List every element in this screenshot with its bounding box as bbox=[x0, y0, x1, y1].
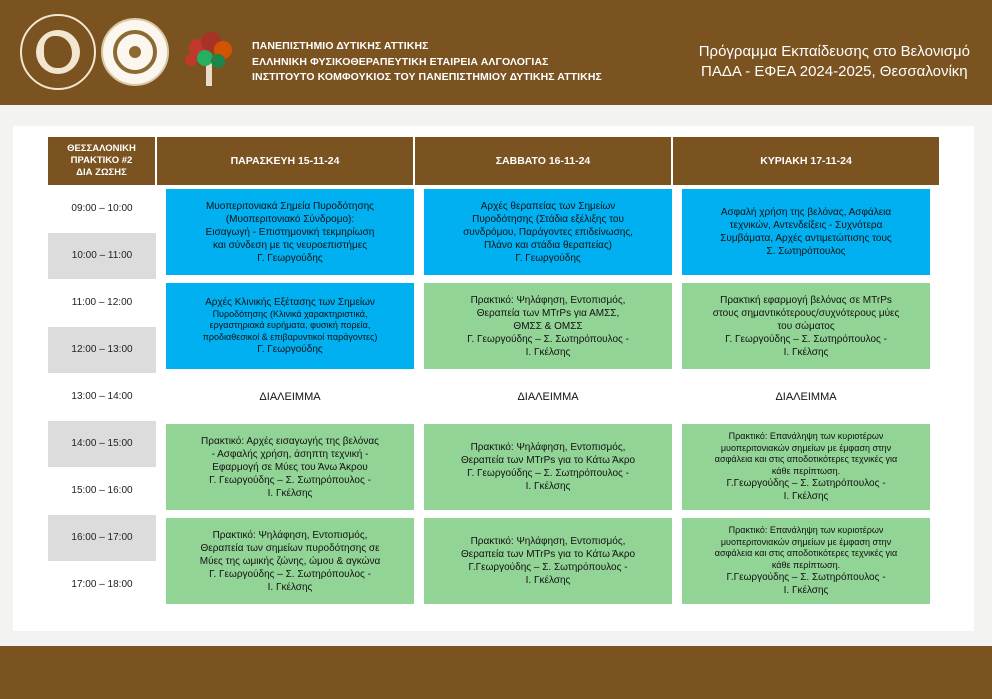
time-slot: 13:00 – 14:00 bbox=[48, 373, 156, 420]
session-line: Μυοπεριτονιακά Σημεία Πυροδότησης bbox=[205, 200, 375, 212]
session-fri-1 bbox=[166, 189, 414, 275]
session-sun-1 bbox=[682, 189, 930, 275]
program-title-line-2: ΠΑΔΑ - ΕΦΕΑ 2024-2025, Θεσσαλονίκη bbox=[701, 63, 968, 80]
session-instructor: Γ. Γεωργούδης – Σ. Σωτηρόπουλος - bbox=[467, 333, 629, 345]
session-line: Αρχές θεραπείας των Σημείων bbox=[480, 200, 616, 212]
time-slot: 11:00 – 12:00 bbox=[48, 279, 156, 326]
confucius-institute-logo bbox=[101, 18, 169, 86]
organization-names bbox=[252, 39, 602, 86]
session-instructor: Γ. Γεωργούδης bbox=[257, 344, 323, 356]
session-line: Πρακτικό: Ψηλάφηση, Εντοπισμός, bbox=[470, 294, 626, 306]
session-instructor: Ι. Γκέλσης bbox=[783, 346, 829, 358]
session-line: προδιαθεσικοί & επιβαρυντικοί παράγοντες) bbox=[202, 331, 378, 342]
session-instructor: Γ.Γεωργούδης – Σ. Σωτηρόπουλος - bbox=[468, 562, 628, 573]
session-instructor: Ι. Γκέλσης bbox=[267, 581, 313, 593]
session-instructor: Γ. Γεωργούδης – Σ. Σωτηρόπουλος - bbox=[467, 468, 629, 479]
time-slot: 17:00 – 18:00 bbox=[48, 561, 156, 608]
org-line-1: ΠΑΝΕΠΙΣΤΗΜΙΟ ΔΥΤΙΚΗΣ ΑΤΤΙΚΗΣ bbox=[252, 40, 429, 52]
university-seal-logo bbox=[20, 14, 96, 90]
session-line: κάθε περίπτωση. bbox=[771, 559, 841, 570]
session-fri-3 bbox=[166, 424, 414, 510]
corner-line-2: ΠΡΑΚΤΙΚΟ #2 bbox=[70, 155, 133, 166]
session-line: Θεραπεία των MTrPs για το Κάτω Άκρο bbox=[460, 455, 636, 466]
session-instructor: Γ. Γεωργούδης – Σ. Σωτηρόπουλος - bbox=[725, 333, 887, 345]
session-line: ασφάλεια και στις αποδοτικότερες τεχνικές για bbox=[714, 548, 898, 558]
session-fri-2 bbox=[166, 283, 414, 369]
break-friday: ΔΙΑΛΕΙΜΜΑ bbox=[259, 390, 321, 403]
session-line: Πλάνο και στάδια θεραπείας) bbox=[484, 239, 612, 251]
session-line: εργαστηριακά ευρήματα, φυσική πορεία, bbox=[209, 320, 371, 331]
session-line: Πρακτικό: Αρχές εισαγωγής της βελόνας bbox=[201, 435, 379, 447]
session-instructor: Ι. Γκέλσης bbox=[267, 487, 313, 499]
session-cell bbox=[682, 514, 930, 608]
session-line: Θεραπεία των MTrPs για το Κάτω Άκρο bbox=[460, 549, 636, 560]
session-cell bbox=[424, 279, 672, 373]
session-sun-4 bbox=[682, 518, 930, 604]
session-line: Πρακτικό: Ψηλάφηση, Εντοπισμός, bbox=[470, 442, 626, 453]
day-header-sunday: ΚΥΡΙΑΚΗ 17-11-24 bbox=[672, 137, 939, 185]
session-instructor: Γ.Γεωργούδης – Σ. Σωτηρόπουλος - bbox=[726, 572, 886, 583]
session-cell bbox=[424, 185, 672, 279]
session-instructor: Γ. Γεωργούδης – Σ. Σωτηρόπουλος - bbox=[209, 474, 371, 486]
session-line: Πυροδότησης (Στάδια εξέλιξης του bbox=[472, 213, 624, 225]
session-cell bbox=[424, 420, 672, 514]
session-cell bbox=[682, 185, 930, 279]
session-instructor: Γ. Γεωργούδης bbox=[257, 252, 323, 264]
session-line: Μύες της ωμικής ζώνης, ώμου & αγκώνα bbox=[199, 555, 381, 567]
session-line: στους σημαντικότερους/συχνότερους μύες bbox=[712, 307, 900, 319]
footer-bar bbox=[0, 646, 992, 699]
table-row bbox=[48, 279, 939, 326]
session-line: Συμβάματα, Αρχές αντιμετώπισης τους bbox=[720, 233, 892, 244]
time-slot: 10:00 – 11:00 bbox=[48, 232, 156, 279]
session-sun-3 bbox=[682, 424, 930, 510]
break-sunday: ΔΙΑΛΕΙΜΜΑ bbox=[775, 390, 837, 403]
session-line: Αρχές Κλινικής Εξέτασης των Σημείων bbox=[205, 296, 375, 308]
org-line-3: ΙΝΣΤΙΤΟΥΤΟ ΚΟΜΦΟΥΚΙΟΣ ΤΟΥ ΠΑΝΕΠΙΣΤΗΜΙΟΥ ΔΥΤΙΚΗΣ ΑΤΤΙΚΗΣ bbox=[252, 71, 602, 83]
time-slot: 09:00 – 10:00 bbox=[48, 185, 156, 232]
session-line: Πρακτικό: Ψηλάφηση, Εντοπισμός, bbox=[470, 536, 626, 547]
time-slot: 12:00 – 13:00 bbox=[48, 326, 156, 373]
session-sat-2 bbox=[424, 283, 672, 369]
session-sat-1 bbox=[424, 189, 672, 275]
org-line-2: ΕΛΛΗΝΙΚΗ ΦΥΣΙΚΟΘΕΡΑΠΕΥΤΙΚΗ ΕΤΑΙΡΕΙΑ ΑΛΓΟΛΟΓΙΑΣ bbox=[252, 55, 549, 68]
program-title bbox=[699, 42, 970, 82]
session-cell bbox=[166, 420, 414, 514]
time-slot: 15:00 – 16:00 bbox=[48, 467, 156, 514]
table-row bbox=[48, 514, 939, 561]
session-instructor: Γ.Γεωργούδης – Σ. Σωτηρόπουλος - bbox=[726, 478, 886, 489]
session-line: τεχνικών, Αντενδείξεις - Συχνότερα bbox=[729, 220, 883, 231]
break-saturday: ΔΙΑΛΕΙΜΜΑ bbox=[517, 390, 579, 403]
header-row bbox=[48, 137, 939, 185]
session-line: ΘΜΣΣ & ΟΜΣΣ bbox=[513, 320, 583, 332]
session-line: του σώματος bbox=[777, 320, 835, 332]
session-cell bbox=[682, 279, 930, 373]
table-row bbox=[48, 185, 939, 232]
session-instructor: Ι. Γκέλσης bbox=[783, 585, 829, 596]
session-line: Θεραπεία των σημείων πυροδότησης σε bbox=[200, 542, 380, 554]
session-line: μυοπεριτονιακών σημείων με έμφαση στην bbox=[720, 442, 892, 453]
session-line: κάθε περίπτωση. bbox=[771, 465, 841, 476]
session-instructor: Ι. Γκέλσης bbox=[525, 575, 571, 586]
session-cell bbox=[424, 514, 672, 608]
table-row bbox=[48, 420, 939, 467]
session-line: Εισαγωγή - Επιστημονική τεκμηρίωση bbox=[205, 226, 375, 238]
day-header-friday: ΠΑΡΑΣΚΕΥΗ 15-11-24 bbox=[156, 137, 414, 185]
session-sat-3 bbox=[424, 424, 672, 510]
session-line: Πρακτικό: Επανάληψη των κυριοτέρων bbox=[728, 431, 884, 441]
session-line: Ασφαλή χρήση της βελόνας, Ασφάλεια bbox=[720, 207, 892, 218]
schedule-table bbox=[48, 137, 939, 609]
session-fri-4 bbox=[166, 518, 414, 604]
session-line: Πρακτικό: Ψηλάφηση, Εντοπισμός, bbox=[212, 529, 368, 541]
header-banner bbox=[0, 0, 992, 105]
session-cell bbox=[166, 279, 414, 373]
session-line: ασφάλεια και στις αποδοτικότερες τεχνικές για bbox=[714, 454, 898, 464]
session-instructor: Ι. Γκέλσης bbox=[525, 481, 571, 492]
session-instructor: Σ. Σωτηρόπουλος bbox=[766, 246, 846, 257]
session-sat-4 bbox=[424, 518, 672, 604]
table-row-break bbox=[48, 373, 939, 420]
session-line: Εφαρμογή σε Μύες του Άνω Άκρου bbox=[212, 461, 368, 473]
session-instructor: Ι. Γκέλσης bbox=[783, 491, 829, 502]
session-cell bbox=[682, 420, 930, 514]
time-slot: 16:00 – 17:00 bbox=[48, 514, 156, 561]
session-line: Πρακτική εφαρμογή βελόνας σε MTrPs bbox=[720, 294, 892, 306]
session-instructor: Γ. Γεωργούδης bbox=[515, 252, 581, 264]
day-header-saturday: ΣΑΒΒΑΤΟ 16-11-24 bbox=[414, 137, 672, 185]
session-line: Πρακτικό: Επανάληψη των κυριοτέρων bbox=[728, 525, 884, 535]
corner-line-3: ΔΙΑ ΖΩΣΗΣ bbox=[76, 167, 127, 178]
session-instructor: Ι. Γκέλσης bbox=[525, 346, 571, 358]
session-line: Θεραπεία των MTrPs για ΑΜΣΣ, bbox=[476, 307, 620, 319]
session-line: συνδρόμου, Παράγοντες επιδείνωσης, bbox=[463, 226, 633, 238]
corner-line-1: ΘΕΣΣΑΛΟΝΙΚΗ bbox=[67, 143, 136, 154]
session-instructor: Γ. Γεωργούδης – Σ. Σωτηρόπουλος - bbox=[209, 568, 371, 580]
session-cell bbox=[166, 514, 414, 608]
corner-header bbox=[48, 137, 156, 185]
session-line: (Μυοπεριτονιακό Σύνδρομο): bbox=[225, 213, 355, 225]
session-line: και σύνδεση με τις νευροεπιστήμες bbox=[212, 239, 368, 251]
session-line: - Ασφαλής χρήση, άσηπτη τεχνική - bbox=[211, 448, 369, 460]
time-slot: 14:00 – 15:00 bbox=[48, 420, 156, 467]
program-title-line-1: Πρόγραμμα Εκπαίδευσης στο Βελονισμό bbox=[698, 43, 970, 60]
session-line: Πυροδότησης (Κλινικά χαρακτηριστικά, bbox=[212, 308, 368, 319]
session-sun-2 bbox=[682, 283, 930, 369]
session-line: μυοπεριτονιακών σημείων με έμφαση στην bbox=[720, 536, 892, 547]
session-cell bbox=[166, 185, 414, 279]
society-tree-logo bbox=[178, 30, 240, 90]
